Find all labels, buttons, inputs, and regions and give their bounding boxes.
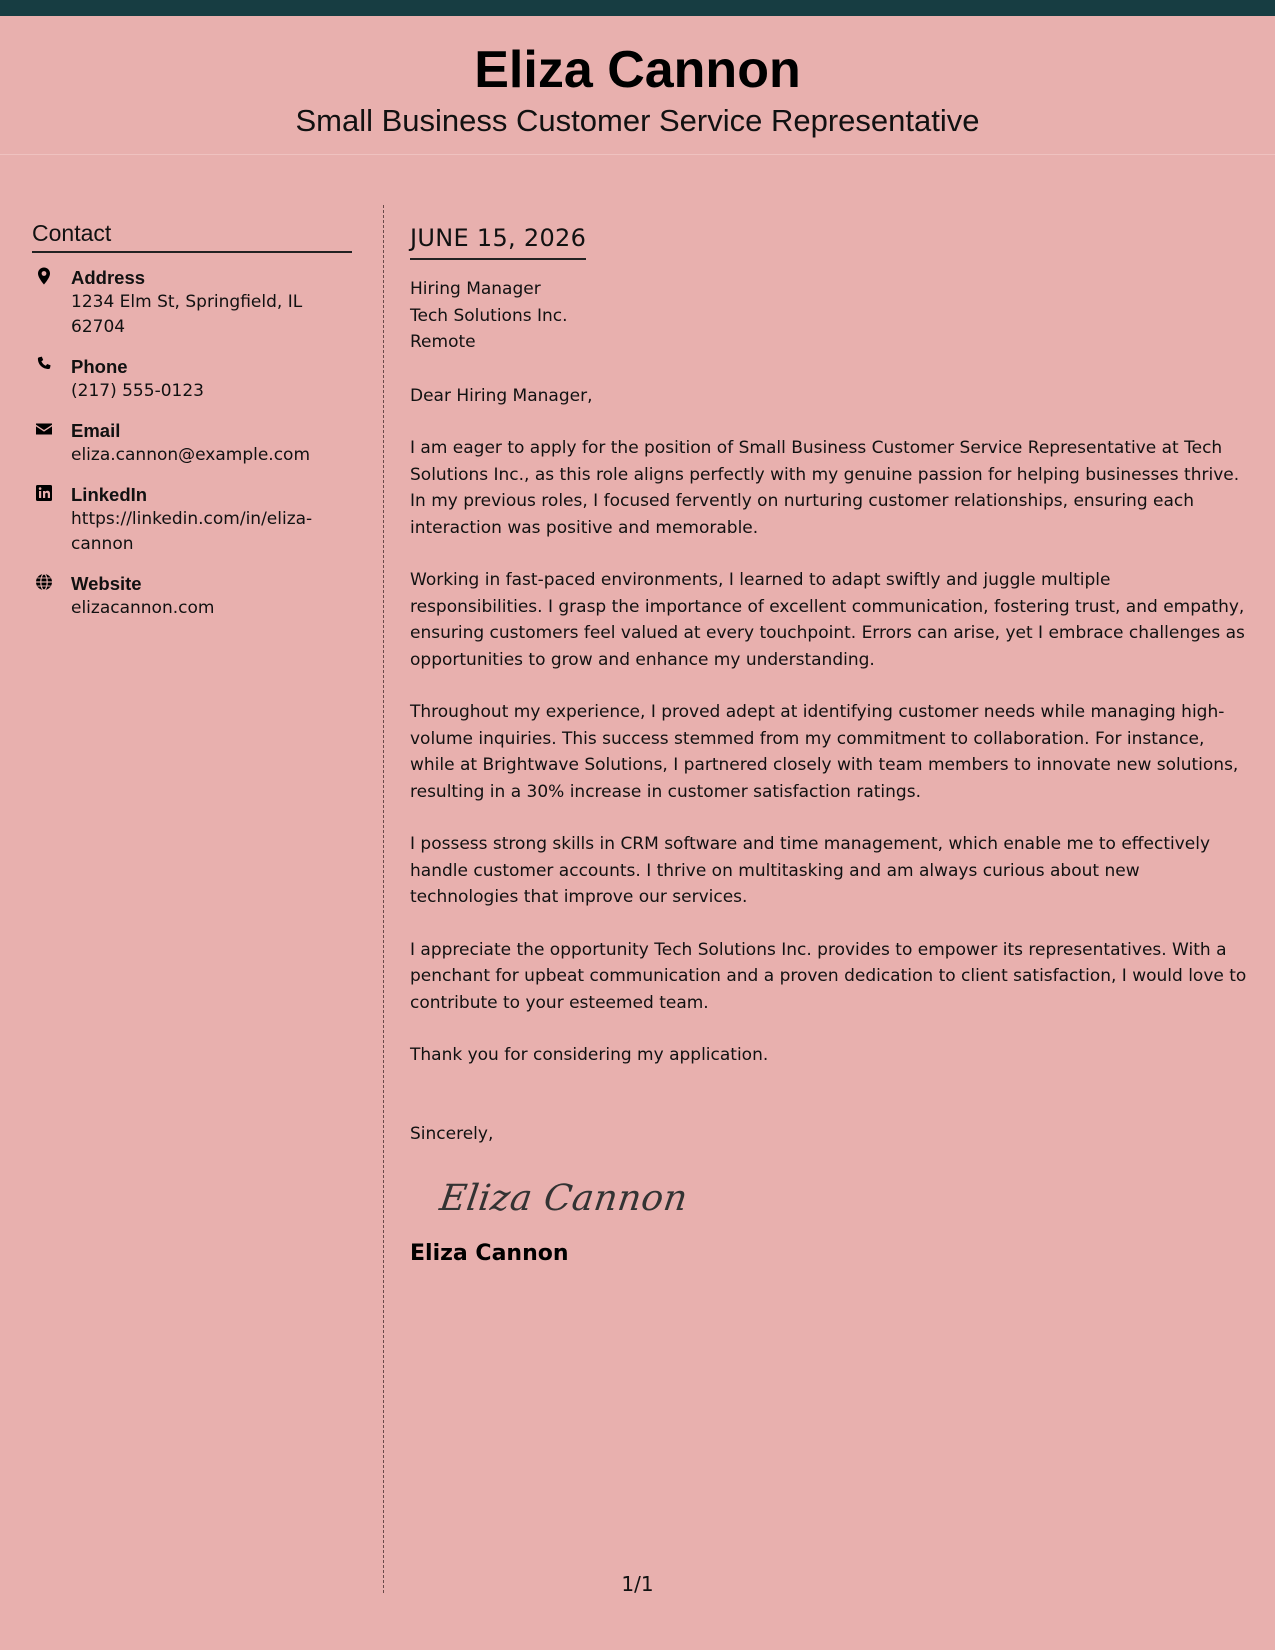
linkedin-icon bbox=[34, 483, 54, 503]
contact-label: Email bbox=[71, 420, 121, 441]
signature: Eliza Cannon bbox=[437, 1178, 691, 1219]
contact-linkedin bbox=[32, 482, 352, 557]
body-paragraph: Working in fast-paced environments, I learned to adapt swiftly and juggle multiple responsibilities. I grasp the importance of excellent communication, fostering trust, and empathy, ensuring customers feel valued at every touchpoint. Errors can arise, yet I embrace challenges as opportunities to grow and enhance my understanding. bbox=[410, 570, 1245, 670]
letter-header bbox=[0, 16, 1275, 155]
contact-value: (217) 555-0123 bbox=[71, 381, 204, 401]
recipient-line: Hiring Manager bbox=[410, 279, 541, 299]
contact-sidebar bbox=[32, 220, 352, 635]
contact-website bbox=[32, 571, 352, 621]
recipient-block bbox=[410, 276, 1248, 356]
recipient-line: Tech Solutions Inc. bbox=[410, 305, 568, 326]
contact-label: Address bbox=[71, 267, 146, 288]
applicant-role: Small Business Customer Service Representative bbox=[295, 103, 980, 138]
body-paragraph: I am eager to apply for the position of Small Business Customer Service Representative at Tech Solutions Inc., as this role aligns perfectly with my genuine passion for helping businesses thrive. In my previous roles, I focused fervently on nurturing customer relationships, ensuring each interaction was positive and memorable. bbox=[410, 438, 1240, 538]
contact-address bbox=[32, 265, 352, 340]
contact-label: Website bbox=[71, 573, 142, 594]
page-number: 1/1 bbox=[621, 1572, 654, 1596]
contact-value: eliza.cannon@example.com bbox=[71, 445, 311, 465]
contact-value: https://linkedin.com/in/eliza-cannon bbox=[71, 509, 313, 554]
location-pin-icon bbox=[34, 266, 54, 286]
closing: Sincerely, bbox=[410, 1123, 494, 1144]
contact-email bbox=[32, 418, 352, 468]
contact-label: LinkedIn bbox=[71, 484, 148, 505]
envelope-icon bbox=[34, 419, 54, 439]
contact-phone bbox=[32, 354, 352, 404]
body-paragraph: Thank you for considering my application. bbox=[410, 1045, 769, 1065]
recipient-line: Remote bbox=[410, 332, 476, 352]
contact-title: Contact bbox=[32, 220, 352, 253]
applicant-name: Eliza Cannon bbox=[474, 41, 801, 99]
phone-icon bbox=[34, 355, 54, 375]
salutation: Dear Hiring Manager, bbox=[410, 385, 593, 406]
signed-name: Eliza Cannon bbox=[410, 1241, 569, 1266]
contact-value: 1234 Elm St, Springfield, IL 62704 bbox=[71, 292, 303, 337]
letter-body bbox=[410, 222, 1248, 1269]
body-paragraph: Throughout my experience, I proved adept at identifying customer needs while managing high-volume inquiries. This success stemmed from my commitment to collaboration. For instance, while at Brightwave Solutions, I partnered closely with team members to innovate new solutions, resulting in a 30% increase in customer satisfaction ratings. bbox=[410, 702, 1239, 802]
body-paragraph: I possess strong skills in CRM software and time management, which enable me to effectively handle customer accounts. I thrive on multitasking and am always curious about new technologies that improve our services. bbox=[410, 834, 1211, 907]
globe-icon bbox=[34, 572, 54, 592]
column-divider bbox=[383, 205, 384, 1593]
body-paragraph: I appreciate the opportunity Tech Solutions Inc. provides to empower its representatives. With a penchant for upbeat communication and a proven dedication to client satisfaction, I would love to contribute to your esteemed team. bbox=[410, 939, 1247, 1013]
top-accent-bar bbox=[0, 0, 1275, 16]
letter-date: JUNE 15, 2026 bbox=[410, 222, 586, 260]
contact-value: elizacannon.com bbox=[71, 598, 215, 618]
contact-label: Phone bbox=[71, 356, 128, 377]
